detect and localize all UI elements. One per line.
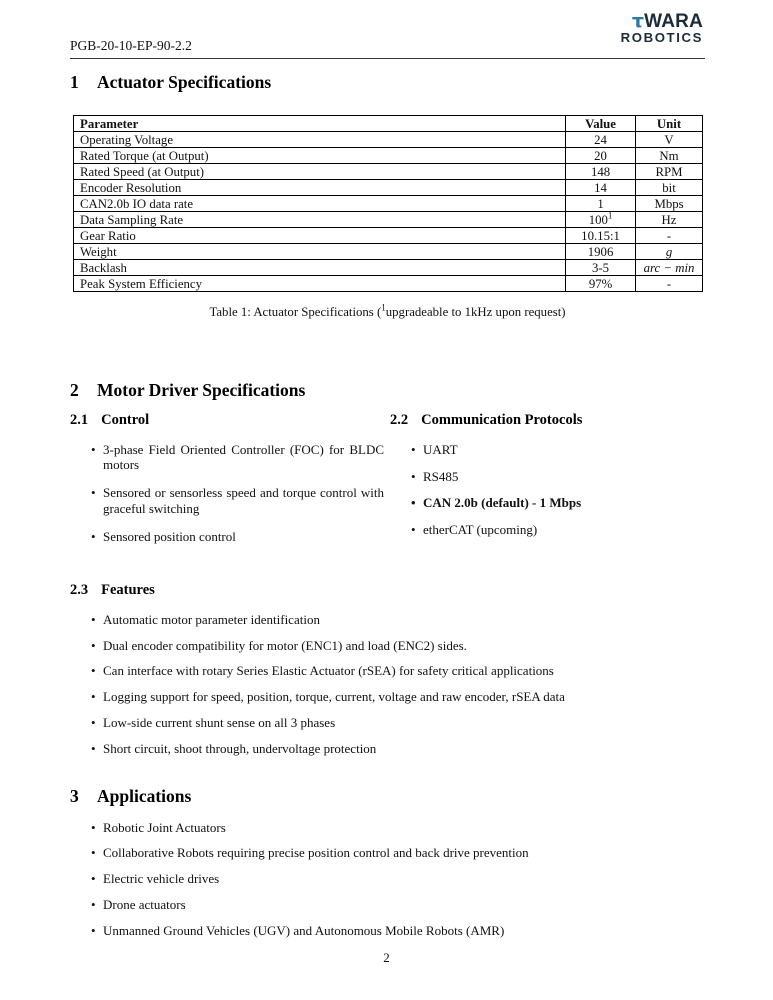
section-title: Actuator Specifications	[97, 72, 272, 92]
caption-footnote-marker: 1	[381, 302, 386, 313]
table-header-row	[74, 116, 703, 132]
two-column-block	[70, 412, 705, 557]
header-rule	[70, 58, 705, 59]
table-row	[74, 276, 703, 292]
unit-cell: V	[636, 132, 703, 148]
unit-cell: bit	[636, 180, 703, 196]
list-item: • Dual encoder compatibility for motor (ENC1) and load (ENC2) sides.	[70, 638, 705, 653]
list-item: • 3-phase Field Oriented Controller (FOC) for BLDC motors	[70, 442, 384, 472]
logo-brand-line	[621, 12, 703, 31]
actuator-spec-table	[73, 115, 703, 292]
value-cell: 14	[566, 180, 636, 196]
list-item: • Robotic Joint Actuators	[70, 820, 705, 835]
unit-cell: arc − min	[636, 260, 703, 276]
value-cell: 1	[566, 196, 636, 212]
section-2-heading	[70, 380, 705, 401]
section-number: 2	[70, 380, 79, 400]
section-title: Applications	[97, 785, 192, 806]
table-row	[74, 212, 703, 228]
parameter-cell: Operating Voltage	[74, 132, 566, 148]
list-item: • etherCAT (upcoming)	[390, 522, 705, 537]
parameter-cell: Rated Speed (at Output)	[74, 164, 566, 180]
table-row	[74, 228, 703, 244]
features-list	[70, 612, 705, 756]
parameter-cell: Rated Torque (at Output)	[74, 148, 566, 164]
list-item: • UART	[390, 442, 705, 457]
subsection-2-3-heading: 2.3 Features	[70, 582, 155, 599]
section-title: Motor Driver Specifications	[97, 380, 306, 400]
unit-cell: RPM	[636, 164, 703, 180]
list-item: • Low-side current shunt sense on all 3 phases	[70, 715, 705, 730]
unit-cell: Hz	[636, 212, 703, 228]
table-row	[74, 196, 703, 212]
list-item: • Sensored position control	[70, 529, 384, 544]
list-item: • Automatic motor parameter identification	[70, 612, 705, 627]
list-item: • Logging support for speed, position, torque, current, voltage and raw encoder, rSEA data	[70, 689, 705, 704]
list-item: • Unmanned Ground Vehicles (UGV) and Autonomous Mobile Robots (AMR)	[70, 923, 705, 938]
table-row	[74, 164, 703, 180]
tau-logo-glyph: τ	[631, 10, 645, 32]
value-cell: $100^1$	[566, 212, 636, 228]
parameter-cell: Data Sampling Rate	[74, 212, 566, 228]
table-row	[74, 244, 703, 260]
parameter-cell: Weight	[74, 244, 566, 260]
unit-cell: -	[636, 276, 703, 292]
section-1-heading	[70, 72, 705, 93]
value-cell: 20	[566, 148, 636, 164]
section-3-heading	[70, 786, 705, 807]
page-header	[70, 0, 705, 59]
table-row	[74, 132, 703, 148]
value-cell: 1906	[566, 244, 636, 260]
section-number: 1	[70, 72, 79, 92]
value-cell: 97%	[566, 276, 636, 292]
column-header-value: Value	[566, 116, 636, 132]
table-row	[74, 148, 703, 164]
parameter-cell: Peak System Efficiency	[74, 276, 566, 292]
footnote-marker: 1	[607, 210, 613, 221]
list-item: • CAN 2.0b (default) - 1 Mbps	[390, 495, 705, 510]
logo-robotics-text: ROBOTICS	[620, 30, 703, 46]
logo-wara-text: WARA	[644, 11, 703, 32]
list-item: • Electric vehicle drives	[70, 871, 705, 886]
unit-cell: g	[636, 244, 703, 260]
list-item: • Short circuit, shoot through, undervoltage protection	[70, 741, 705, 756]
table-row	[74, 260, 703, 276]
subsection-2-1-heading: 2.1 Control	[70, 412, 150, 428]
table-caption: Table 1: Actuator Specifications ($^1$upgradeable to 1kHz upon request)	[209, 302, 566, 319]
parameter-cell: Backlash	[74, 260, 566, 276]
page-number: 2	[383, 950, 390, 965]
communication-column	[390, 412, 705, 557]
unit-cell: Mbps	[636, 196, 703, 212]
parameter-cell: CAN2.0b IO data rate	[74, 196, 566, 212]
list-item: • Collaborative Robots requiring precise position control and back drive prevention	[70, 845, 705, 860]
list-item: • Sensored or sensorless speed and torque control with graceful switching	[70, 485, 384, 515]
value-cell: 24	[566, 132, 636, 148]
document-id: PGB-20-10-EP-90-2.2	[70, 38, 192, 53]
subsection-2-2-heading: 2.2 Communication Protocols	[390, 412, 583, 428]
column-header-parameter: Parameter	[74, 116, 566, 132]
communication-list	[390, 442, 705, 537]
control-column	[70, 412, 384, 557]
list-item: • RS485	[390, 469, 705, 484]
applications-list	[70, 820, 705, 938]
table-row	[74, 180, 703, 196]
parameter-cell: Encoder Resolution	[74, 180, 566, 196]
company-logo	[621, 12, 703, 45]
unit-cell: -	[636, 228, 703, 244]
parameter-cell: Gear Ratio	[74, 228, 566, 244]
value-cell: 3-5	[566, 260, 636, 276]
list-item: • Can interface with rotary Series Elastic Actuator (rSEA) for safety critical applications	[70, 663, 705, 678]
control-list	[70, 442, 384, 544]
value-cell: 10.15:1	[566, 228, 636, 244]
value-cell: 148	[566, 164, 636, 180]
unit-cell: Nm	[636, 148, 703, 164]
list-item: • Drone actuators	[70, 897, 705, 912]
column-header-unit: Unit	[636, 116, 703, 132]
section-number: 3	[70, 785, 79, 806]
